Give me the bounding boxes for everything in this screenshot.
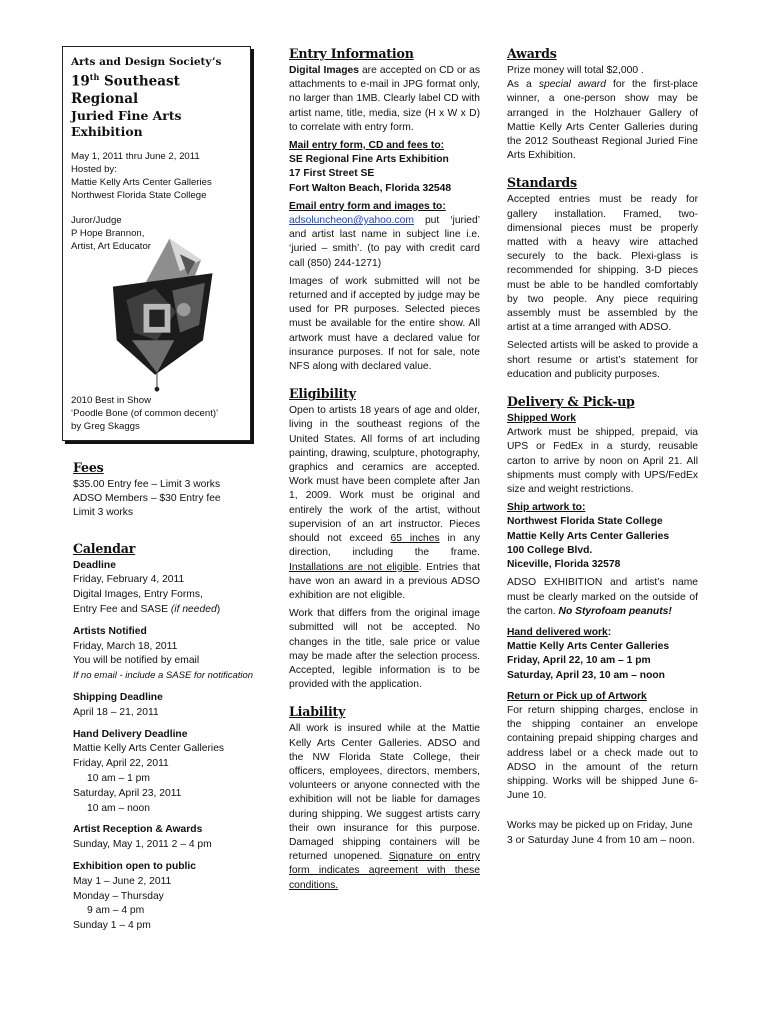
return-label: Return or Pick up of Artwork (507, 690, 647, 702)
hand-delivery-title: Hand Delivery Deadline (73, 728, 188, 740)
column-1-lower (73, 460, 263, 934)
juror-title: Artist, Art Educator (71, 240, 151, 252)
exhibition-open-hours: 9 am – 4 pm (87, 905, 145, 917)
region-label: Southeast Regional (71, 73, 180, 107)
host-college: Northwest Florida State College (71, 189, 207, 201)
eligibility-heading: Eligibility (289, 386, 356, 402)
deadline-items: Digital Images, Entry Forms, (73, 589, 203, 601)
deadline-title: Deadline (73, 559, 116, 571)
fees-line-3: Limit 3 works (73, 507, 134, 519)
standards-paragraph-1: Accepted entries must be ready for gallery installation. Framed, two-dimensional pieces must be properly matted with a heavy wire attached securely to the back. Plexi-glass is recommended for shipping. 3-D pieces must be able to be handled comfortably by two people. Any piece requiring assembly must be assembled by the artist at a time arranged with ADSO. (507, 194, 698, 334)
fees-line-2: ADSO Members – $30 Entry fee (73, 493, 221, 505)
reception-date: Sunday, May 1, 2011 2 – 4 pm (73, 839, 212, 851)
exhibition-open-title: Exhibition open to public (73, 860, 196, 872)
exhibition-dates: May 1, 2011 thru June 2, 2011 (71, 150, 200, 162)
mail-address-2: 17 First Street SE (289, 168, 375, 180)
hand-delivered-saturday: Saturday, April 23, 10 am – noon (507, 669, 665, 681)
reception-title: Artist Reception & Awards (73, 824, 203, 836)
artwork-title: ‘Poodle Bone (of common decent)’ (71, 408, 219, 419)
fees-line-1: $35.00 Entry fee – Limit 3 works (73, 479, 221, 490)
exhibition-feature-box (62, 46, 251, 441)
shipping-deadline-dates: April 18 – 21, 2011 (73, 706, 159, 718)
carton-marking-paragraph: ADSO EXHIBITION and artist’s name must be clearly marked on the outside of the carton. No Styrofoam peanuts! (507, 577, 698, 617)
shipping-deadline-title: Shipping Deadline (73, 691, 163, 703)
awards-heading: Awards (507, 46, 557, 61)
ship-address-1: Northwest Florida State College (507, 516, 663, 528)
awards-special-paragraph: As a special award for the first-place winner, a one-person show may be arranged in the Holzhauer Gallery of Mattie Kelly Arts Center Galleries during the 2012 Southeast Regional Juried Fine Arts Exhibition. (507, 79, 699, 162)
exhibition-open-dates: May 1 – June 2, 2011 (73, 875, 172, 887)
ship-address-3: 100 College Blvd. (507, 544, 593, 556)
pickup-paragraph: Works may be picked up on Friday, June 3 or Saturday June 4 from 10 am – noon. (507, 820, 695, 846)
mail-entry-label: Mail entry form, CD and fees to: (289, 140, 445, 152)
column-3 (507, 46, 698, 848)
mail-address-3: Fort Walton Beach, Florida 32548 (289, 182, 452, 194)
shipped-work-label: Shipped Work (507, 413, 577, 425)
column-2 (289, 46, 480, 893)
images-policy-paragraph: Images of work submitted will not be returned and if accepted by judge may be used for PR purposes. Selected pieces must be available for the entire show. All artwork must have a declared value for insurance purposes. If not for sale, note NFS along with declared value. (289, 275, 480, 373)
notified-title: Artists Notified (73, 625, 147, 637)
exhibition-open-days: Monday – Thursday (73, 890, 164, 902)
artist-name: by Greg Skaggs (71, 421, 140, 432)
hand-delivered-location: Mattie Kelly Arts Center Galleries (507, 641, 670, 653)
hand-delivered-label: Hand delivered work: (507, 626, 612, 638)
hand-delivery-time-2: 10 am – noon (87, 802, 150, 814)
awards-prize: Prize money will total $2,000 . (507, 65, 644, 76)
email-paragraph: adsoluncheon@yahoo.com put ‘juried’ and artist last name in subject line i.e. ‘juried – smith’. (to pay with credit card call (850) 244-1271) (289, 215, 480, 269)
juror-name: P Hope Brannon, (71, 227, 145, 239)
best-in-show-artwork (85, 233, 227, 393)
delivery-heading: Delivery & Pick-up (507, 394, 635, 410)
exhibition-open-sunday: Sunday 1 – 4 pm (73, 920, 151, 932)
notified-date: Friday, March 18, 2011 (73, 640, 178, 652)
exhibition-subtitle: Juried Fine Arts Exhibition (71, 107, 182, 139)
shipped-work-paragraph: Artwork must be shipped, prepaid, via UPS or FedEx in a sturdy, reusable carton to arrive by noon on April 21. All shipments must comply with UPS/FedEx size and weight restrictions. (507, 427, 698, 496)
calendar-heading: Calendar (73, 540, 136, 556)
mail-address-1: SE Regional Fine Arts Exhibition (289, 154, 449, 166)
calendar-section (73, 541, 263, 934)
notified-note: If no email - include a SASE for notification (73, 670, 254, 682)
society-name: Arts and Design Society’s (71, 56, 222, 68)
award-year: 2010 Best in Show (71, 395, 152, 406)
standards-paragraph-2: Selected artists will be asked to provide a short resume or artist’s statement for education and publicity purposes. (507, 340, 698, 380)
edition-suffix: th (89, 72, 100, 82)
digital-images-paragraph: Digital Images are accepted on CD or as attachments to e-mail in JPG format only, no larger than 1MB. Clearly label CD with artist name, title, media, size (H x W x D) to correlate with entry form. (289, 65, 480, 133)
edition-number: 19 (71, 73, 90, 90)
fees-heading: Fees (73, 460, 104, 475)
entry-info-heading: Entry Information (289, 46, 414, 61)
best-in-show-caption (71, 394, 218, 433)
hand-delivery-day-1: Friday, April 22, 2011 (73, 758, 169, 770)
email-entry-label: Email entry form and images to: (289, 200, 446, 212)
notified-method: You will be notified by email (73, 655, 200, 667)
ship-to-label: Ship artwork to: (507, 502, 586, 514)
deadline-items-2: Entry Fee and SASE (if needed) (73, 604, 221, 615)
deadline-date: Friday, February 4, 2011 (73, 574, 185, 586)
standards-heading: Standards (507, 175, 577, 191)
return-paragraph: For return shipping charges, enclose in the shipping container an envelope containing prepaid shipping charges and address label or a check made out to ADSO in the amount of the return shipping. Works will be shipped June 6-June 10. (507, 704, 698, 802)
hand-delivery-day-2: Saturday, April 23, 2011 (73, 787, 182, 799)
eligibility-paragraph-1: Open to artists 18 years of age and older, living in the southeast regions of the United States. All forms of art including painting, drawing, sculpture, photography, graphics and ceramics are accepted. Work must have been complete after Jan 1, 2009. Work must be original and entirely the work of the artist, without supervision of an art instructor. Pieces should not exceed 65 inches in any direction, including the frame. Installations are not eligible. Entries that have won an award in a previous ADSO exhibition are not eligible. (289, 405, 480, 601)
exhibition-title-line (71, 69, 242, 108)
eligibility-paragraph-2: Work that differs from the original image submitted will not be accepted. No changes in the title, sale price or value may be made after the selection process. Accepted, legible information is to be provided with the application. (289, 608, 480, 691)
ship-address-4: Niceville, Florida 32578 (507, 559, 621, 571)
ship-address-2: Mattie Kelly Arts Center Galleries (507, 530, 670, 542)
liability-heading: Liability (289, 704, 346, 720)
liability-paragraph: All work is insured while at the Mattie Kelly Arts Center Galleries. ADSO and the NW Florida State College, their officers, employees, directors, members, volunteers or anyone connected with the exhibition will not be liable for damages during shipping. We suggest artists carry their own insurance for this purpose. Damaged shipping containers will be returned unopened. Signature on entry form indicates agreement with these conditions. (289, 723, 480, 891)
host-gallery: Mattie Kelly Arts Center Galleries (71, 176, 212, 188)
email-link[interactable]: adsoluncheon@yahoo.com (289, 215, 414, 227)
hosted-by-label: Hosted by: (71, 163, 117, 175)
hand-delivered-friday: Friday, April 22, 10 am – 1 pm (507, 655, 651, 667)
juror-label: Juror/Judge (71, 214, 122, 226)
hand-delivery-time-1: 10 am – 1 pm (87, 772, 150, 784)
hand-delivery-location: Mattie Kelly Arts Center Galleries (73, 743, 225, 755)
